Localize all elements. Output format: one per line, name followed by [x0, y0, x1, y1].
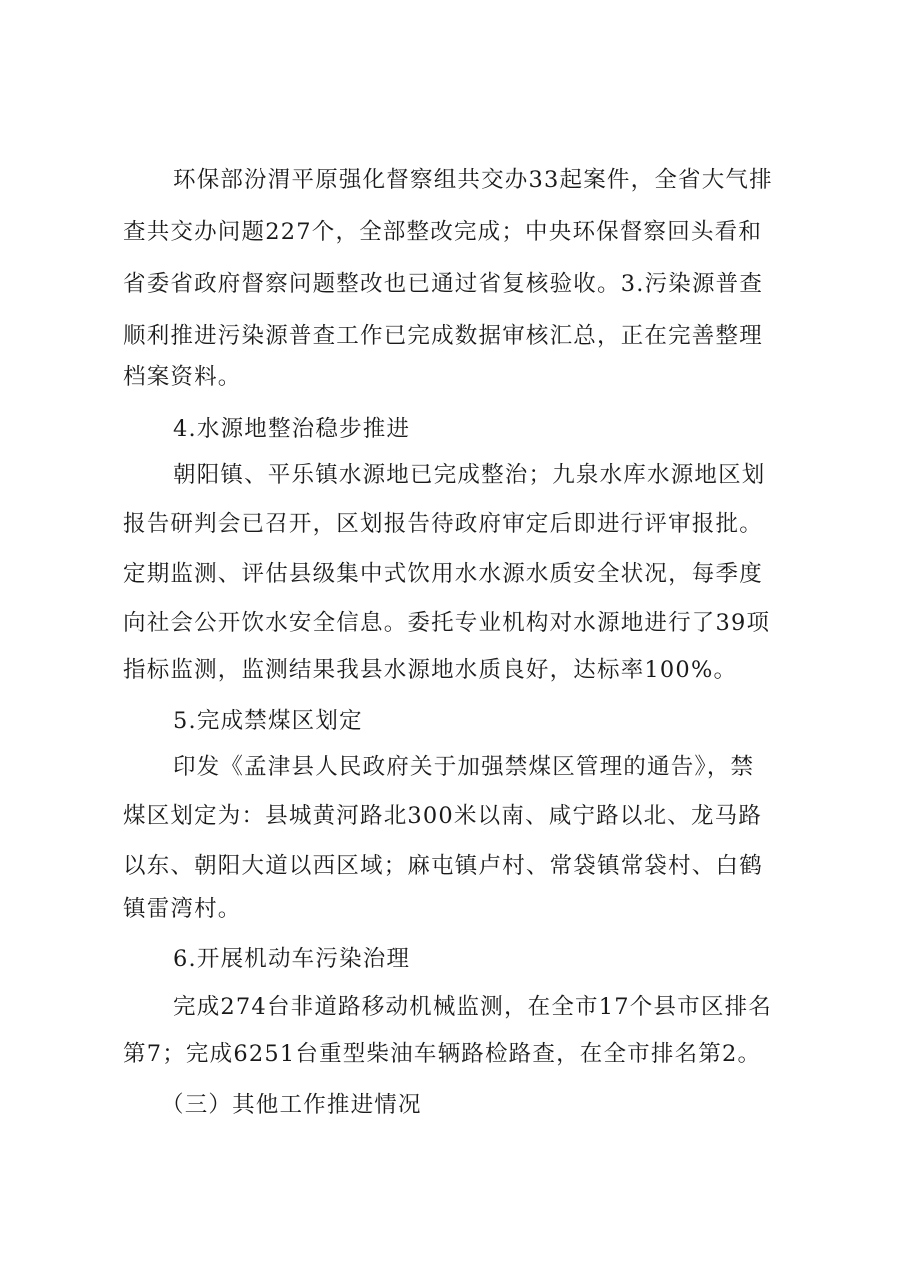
paragraph-line: 省委省政府督察问题整改也已通过省复核验收。3.污染源普查	[123, 271, 764, 297]
paragraph-line: 环保部汾渭平原强化督察组共交办33起案件，全省大气排	[173, 167, 773, 193]
paragraph-line: 档案资料。	[123, 364, 242, 390]
paragraph-line: 报告研判会已召开，区划报告待政府审定后即进行评审报批。	[123, 511, 763, 537]
paragraph-line: 顺利推进污染源普查工作已完成数据审核汇总，正在完善整理	[123, 323, 763, 349]
paragraph-line: 完成274台非道路移动机械监测，在全市17个县市区排名	[173, 994, 772, 1020]
paragraph-line: 指标监测，监测结果我县水源地水质良好，达标率100%。	[123, 657, 738, 683]
paragraph-line: 向社会公开饮水安全信息。委托专业机构对水源地进行了39项	[123, 610, 771, 636]
paragraph-line: 以东、朝阳大道以西区域；麻屯镇卢村、常袋镇常袋村、白鹤	[123, 853, 763, 879]
section-heading: 4.水源地整治稳步推进	[173, 416, 411, 442]
paragraph-line: 朝阳镇、平乐镇水源地已完成整治；九泉水库水源地区划	[173, 462, 766, 488]
section-heading: （三）其他工作推进情况	[161, 1092, 422, 1118]
section-heading: 5.完成禁煤区划定	[173, 708, 363, 734]
paragraph-line: 第7；完成6251台重型柴油车辆路检路查，在全市排名第2。	[123, 1041, 762, 1067]
paragraph-line: 镇雷湾村。	[123, 896, 242, 922]
paragraph-line: 印发《孟津县人民政府关于加强禁煤区管理的通告》，禁	[173, 754, 755, 780]
paragraph-line: 查共交办问题227个，全部整改完成；中央环保督察回头看和	[123, 219, 763, 245]
paragraph-line: 定期监测、评估县级集中式饮用水水源水质安全状况，每季度	[123, 561, 763, 587]
paragraph-line: 煤区划定为：县城黄河路北300米以南、咸宁路以北、龙马路	[123, 803, 763, 829]
section-heading: 6.开展机动车污染治理	[173, 946, 411, 972]
